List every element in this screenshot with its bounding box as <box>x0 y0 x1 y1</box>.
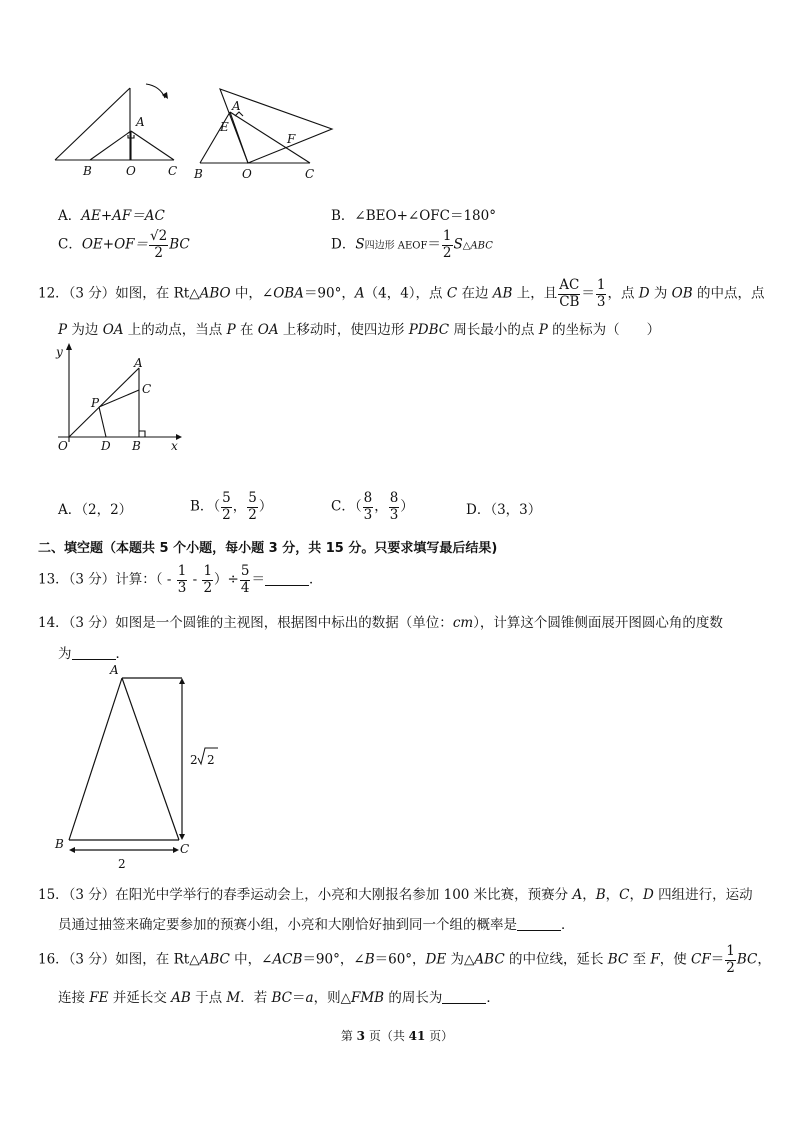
q14-text: 为 <box>58 646 72 662</box>
q16-text: ， <box>757 951 771 968</box>
q12-label-x: x <box>171 439 178 453</box>
q11-option-c-lhs: OE+OF＝ <box>81 236 149 253</box>
q11-option-a <box>58 204 165 224</box>
q14-base-arrow-right <box>173 847 179 853</box>
q12-option-b-n2: 5 <box>248 490 257 506</box>
fig1-rotation-arrow <box>146 84 165 98</box>
q11-option-d <box>331 230 493 260</box>
fig2-label-B: B <box>194 167 203 181</box>
q14-height-radicand: 2 <box>207 753 215 767</box>
section-2-heading: 二、填空题（本题共 5 个小题，每小题 3 分，共 15 分。只要求填写最后结果) <box>38 541 498 556</box>
q11-figure-1 <box>50 78 198 184</box>
q15-group-c: C <box>619 887 630 903</box>
fig2-line-AC <box>230 112 310 163</box>
q11-option-c-fraction <box>149 230 168 260</box>
q13-prefix: 13．（3 分）计算：（ - <box>38 571 176 588</box>
fig2-label-O: O <box>242 167 252 181</box>
q15-sep: ， <box>605 887 620 903</box>
q12-text: 上的动点，当点 <box>123 322 227 338</box>
q12-point-p: P <box>538 322 548 338</box>
q16-text: 的周长为 <box>384 990 443 1006</box>
fig2-label-E: E <box>220 120 229 134</box>
q11-option-d-den: 2 <box>442 244 452 261</box>
q12-text: 中，∠ <box>230 285 274 302</box>
q12-oa: OA <box>102 322 124 338</box>
q12-text: ＝90°， <box>303 285 355 302</box>
q16-text: ，则△ <box>313 990 351 1006</box>
q14-cone-figure <box>52 660 232 872</box>
q12-ratio-fraction <box>558 279 580 309</box>
q11-option-d-sub2: △ABC <box>462 240 493 252</box>
q12-y-arrow <box>66 343 72 350</box>
q16-text: 中，∠ <box>229 951 273 968</box>
footer-text: 页（共 <box>365 1029 409 1043</box>
q16-cf: CF <box>691 951 711 968</box>
q12-text: 在 <box>235 322 258 338</box>
q11-option-c-den: 2 <box>154 244 163 261</box>
q13-minus: - <box>188 571 202 588</box>
q12-option-c-sep: ， <box>374 498 388 515</box>
q16-abc: ABC <box>199 951 230 968</box>
q12-point-p: P <box>226 322 236 338</box>
q12-label-P: P <box>91 396 100 410</box>
q11-option-c-rhs: BC <box>169 236 190 253</box>
q12-abo: ABO <box>199 285 231 302</box>
footer-text: 第 <box>340 1029 357 1043</box>
q15-group-b: B <box>595 887 606 903</box>
q11-option-d-s2: S <box>453 236 463 253</box>
q11-option-d-eq: ＝ <box>427 236 441 253</box>
q16-fmb: FMB <box>350 990 385 1006</box>
q12-text: ＝ <box>581 285 595 302</box>
q16-text: ＝90°，∠ <box>302 951 365 968</box>
q13-end: ． <box>308 571 323 588</box>
q12-label-O: O <box>58 439 68 453</box>
q16-line-1 <box>38 945 771 975</box>
q16-text: ＝ <box>292 990 306 1006</box>
q16-fraction <box>725 945 736 975</box>
q12-option-b-frac1 <box>221 492 232 522</box>
q12-segment-PD <box>99 407 106 437</box>
footer-page-number: 3 <box>356 1029 365 1043</box>
q13-n1: 1 <box>177 563 187 579</box>
q12-text: 在边 <box>457 285 493 302</box>
q12-right-angle <box>139 431 145 437</box>
fig2-label-A: A <box>232 99 241 113</box>
footer-total-pages: 41 <box>408 1029 426 1043</box>
q12-option-a: A．（2，2） <box>58 502 133 518</box>
q16-end: ． <box>486 990 500 1006</box>
q16-point-f: F <box>650 951 660 968</box>
q12-option-c-n1: 8 <box>363 490 373 506</box>
q12-option-c <box>331 492 414 522</box>
q15-text: 员通过抽签来确定要参加的预赛小组，小亮和大刚恰好抽到同一个组的概率是 <box>58 917 517 933</box>
q16-angle-b: B <box>364 951 375 968</box>
q12-text: 周长最小的点 <box>449 322 539 338</box>
q16-text: 至 <box>628 951 651 968</box>
q14-cone-right-edge <box>122 678 179 840</box>
q14-unit: cm <box>452 615 474 631</box>
page-footer <box>0 1027 794 1044</box>
q11-option-b <box>331 204 496 224</box>
q12-pdbc: PDBC <box>408 322 450 338</box>
q12-option-b <box>190 492 272 522</box>
q12-value-fraction <box>596 279 607 309</box>
q12-option-b-d2: 2 <box>248 506 257 523</box>
fig1-line-BA <box>90 131 131 160</box>
q14-label-B: B <box>55 837 64 851</box>
q12-option-b-end: ） <box>258 498 273 515</box>
q14-text: ），计算这个圆锥侧面展开图圆心角的度数 <box>473 615 723 631</box>
fig1-label-A: A <box>136 115 145 129</box>
q12-option-c-frac1 <box>363 492 374 522</box>
q16-ab: AB <box>171 990 191 1006</box>
q11-option-c-label: C． <box>58 236 82 253</box>
q12-option-b-n1: 5 <box>222 490 231 506</box>
q12-text: 的中点，点 <box>692 285 765 302</box>
q16-num: 1 <box>726 943 735 959</box>
q12-point-c: C <box>446 285 458 302</box>
q11-option-c <box>58 230 190 260</box>
q14-height-arrow-top <box>179 678 185 684</box>
fig1-line-bigleft <box>55 88 130 160</box>
fig1-line-AC <box>131 131 174 160</box>
q14-height-coef: 2 <box>190 753 198 767</box>
q12-point-a: A <box>354 285 365 302</box>
q12-ratio-num: AC <box>559 277 580 293</box>
q15-end: ． <box>561 917 575 933</box>
q12-ab: AB <box>492 285 513 302</box>
q14-line-2 <box>58 642 129 662</box>
q15-sep: ， <box>629 887 643 903</box>
fig2-label-C: C <box>305 167 315 181</box>
q11-option-d-sub1: 四边形 AEOF <box>364 240 428 252</box>
q11-option-d-fraction <box>442 230 453 260</box>
q16-text: ，使 <box>659 951 692 968</box>
q12-label-y: y <box>56 345 63 359</box>
q13-d2: 2 <box>203 579 213 596</box>
fig1-label-O: O <box>126 164 136 178</box>
q11-option-a-expr: AE+AF＝AC <box>81 208 165 224</box>
q12-coordinate-figure <box>50 342 190 454</box>
q16-line-2 <box>58 986 500 1006</box>
q11-option-d-label: D． <box>331 236 356 253</box>
q12-line-2 <box>58 318 660 338</box>
q16-answer-blank[interactable] <box>442 1002 486 1004</box>
q16-text: ＝ <box>710 951 725 968</box>
q14-label-A: A <box>110 663 119 677</box>
q11-option-a-label: A． <box>58 208 82 224</box>
q14-end: ． <box>115 646 129 662</box>
q12-value-num: 1 <box>596 277 606 293</box>
q15-group-d: D <box>642 887 654 903</box>
q13-frac3 <box>240 565 251 595</box>
q13-frac1 <box>177 565 188 595</box>
q12-ratio-den: CB <box>559 293 580 310</box>
q16-acb: ACB <box>272 951 303 968</box>
q11-option-d-s1: S <box>355 236 365 253</box>
q11-option-c-num: √2 <box>150 228 168 244</box>
q12-text: （4，4），点 <box>364 285 447 302</box>
q12-segment-PC <box>99 390 139 407</box>
q15-line-2 <box>58 913 575 933</box>
q16-text: 16．（3 分）如图，在 Rt△ <box>38 951 200 968</box>
q11-figure-2 <box>190 80 340 184</box>
q14-label-C: C <box>180 842 190 856</box>
q12-option-b-d1: 2 <box>222 506 231 523</box>
q16-text: ＝60°， <box>374 951 426 968</box>
q16-var-a: a <box>305 990 314 1006</box>
q12-text: 为边 <box>67 322 103 338</box>
q16-point-m: M <box>226 990 241 1006</box>
q15-answer-blank[interactable] <box>517 929 561 931</box>
q12-label-A: A <box>134 356 143 370</box>
q13-n2: 1 <box>203 563 213 579</box>
q16-text: ．若 <box>240 990 272 1006</box>
q13-d1: 3 <box>177 579 187 596</box>
q12-option-c-label: C．（ <box>331 498 362 515</box>
q13-answer-blank[interactable] <box>265 584 309 586</box>
q12-value-den: 3 <box>596 293 606 310</box>
q16-fe: FE <box>89 990 109 1006</box>
footer-text: 页） <box>425 1029 454 1043</box>
q14-text: 14．（3 分）如图是一个圆锥的主视图，根据图中标出的数据（单位： <box>38 615 453 631</box>
q11-option-d-num: 1 <box>442 228 452 244</box>
q12-option-b-sep: ， <box>232 498 247 515</box>
q16-bc: BC <box>607 951 629 968</box>
q14-base-value: 2 <box>118 857 126 871</box>
q12-option-c-end: ） <box>400 498 414 515</box>
q12-option-c-frac2 <box>389 492 400 522</box>
q14-cone-left-edge <box>69 678 122 840</box>
q16-text: 并延长交 <box>108 990 172 1006</box>
q12-point-p: P <box>58 322 68 338</box>
q12-option-b-label: B．（ <box>190 498 221 515</box>
q12-text: 上，且 <box>512 285 558 302</box>
q12-option-c-d1: 3 <box>363 506 373 523</box>
q16-bc: BC <box>736 951 758 968</box>
q11-option-b-label: B． <box>331 208 355 224</box>
q12-label-B: B <box>132 439 141 453</box>
q13-div: ）÷ <box>214 571 239 588</box>
q11-option-b-expr: ∠BEO+∠OFC＝180° <box>354 208 496 224</box>
q13-n3: 5 <box>240 563 250 579</box>
q12-label-C: C <box>142 382 152 396</box>
q16-bc: BC <box>271 990 293 1006</box>
q15-line-1 <box>38 883 753 903</box>
q12-text: 上移动时，使四边形 <box>278 322 409 338</box>
q16-den: 2 <box>726 959 735 976</box>
q12-point-d: D <box>638 285 650 302</box>
q12-text: 的坐标为（ ） <box>547 322 661 338</box>
q12-oa: OA <box>257 322 279 338</box>
q16-text: 为△ <box>446 951 475 968</box>
q12-oba: OBA <box>273 285 304 302</box>
q12-option-c-n2: 8 <box>389 490 399 506</box>
q15-sep: ， <box>582 887 596 903</box>
q12-line-1 <box>38 279 764 309</box>
q12-ob: OB <box>671 285 693 302</box>
q12-option-c-d2: 3 <box>389 506 399 523</box>
q16-text: 连接 <box>58 990 90 1006</box>
q13-eq: ＝ <box>251 571 265 588</box>
q12-text: ，点 <box>607 285 639 302</box>
q12-text: 12．（3 分）如图，在 Rt△ <box>38 285 200 302</box>
q13-d3: 4 <box>240 579 250 596</box>
fig1-label-B: B <box>83 164 92 178</box>
fig1-label-C: C <box>168 164 178 178</box>
q12-text: 为 <box>649 285 672 302</box>
q14-base-arrow-left <box>69 847 75 853</box>
q12-label-D: D <box>101 439 111 453</box>
q15-group-a: A <box>572 887 583 903</box>
q12-option-b-frac2 <box>247 492 258 522</box>
fig2-label-F: F <box>287 132 296 146</box>
q15-text: 四组进行，运动 <box>653 887 753 903</box>
q13-line <box>38 565 322 595</box>
q16-text: 的中位线，延长 <box>504 951 608 968</box>
q13-frac2 <box>202 565 213 595</box>
q16-de: DE <box>425 951 447 968</box>
q12-option-d: D．（3，3） <box>466 502 542 518</box>
q14-height-arrow-bottom <box>179 834 185 840</box>
q15-text: 15．（3 分）在阳光中学举行的春季运动会上，小亮和大刚报名参加 100 米比赛，预赛分 <box>38 887 573 903</box>
q14-line-1 <box>38 611 723 631</box>
q16-text: 于点 <box>190 990 227 1006</box>
q16-abc: ABC <box>474 951 505 968</box>
